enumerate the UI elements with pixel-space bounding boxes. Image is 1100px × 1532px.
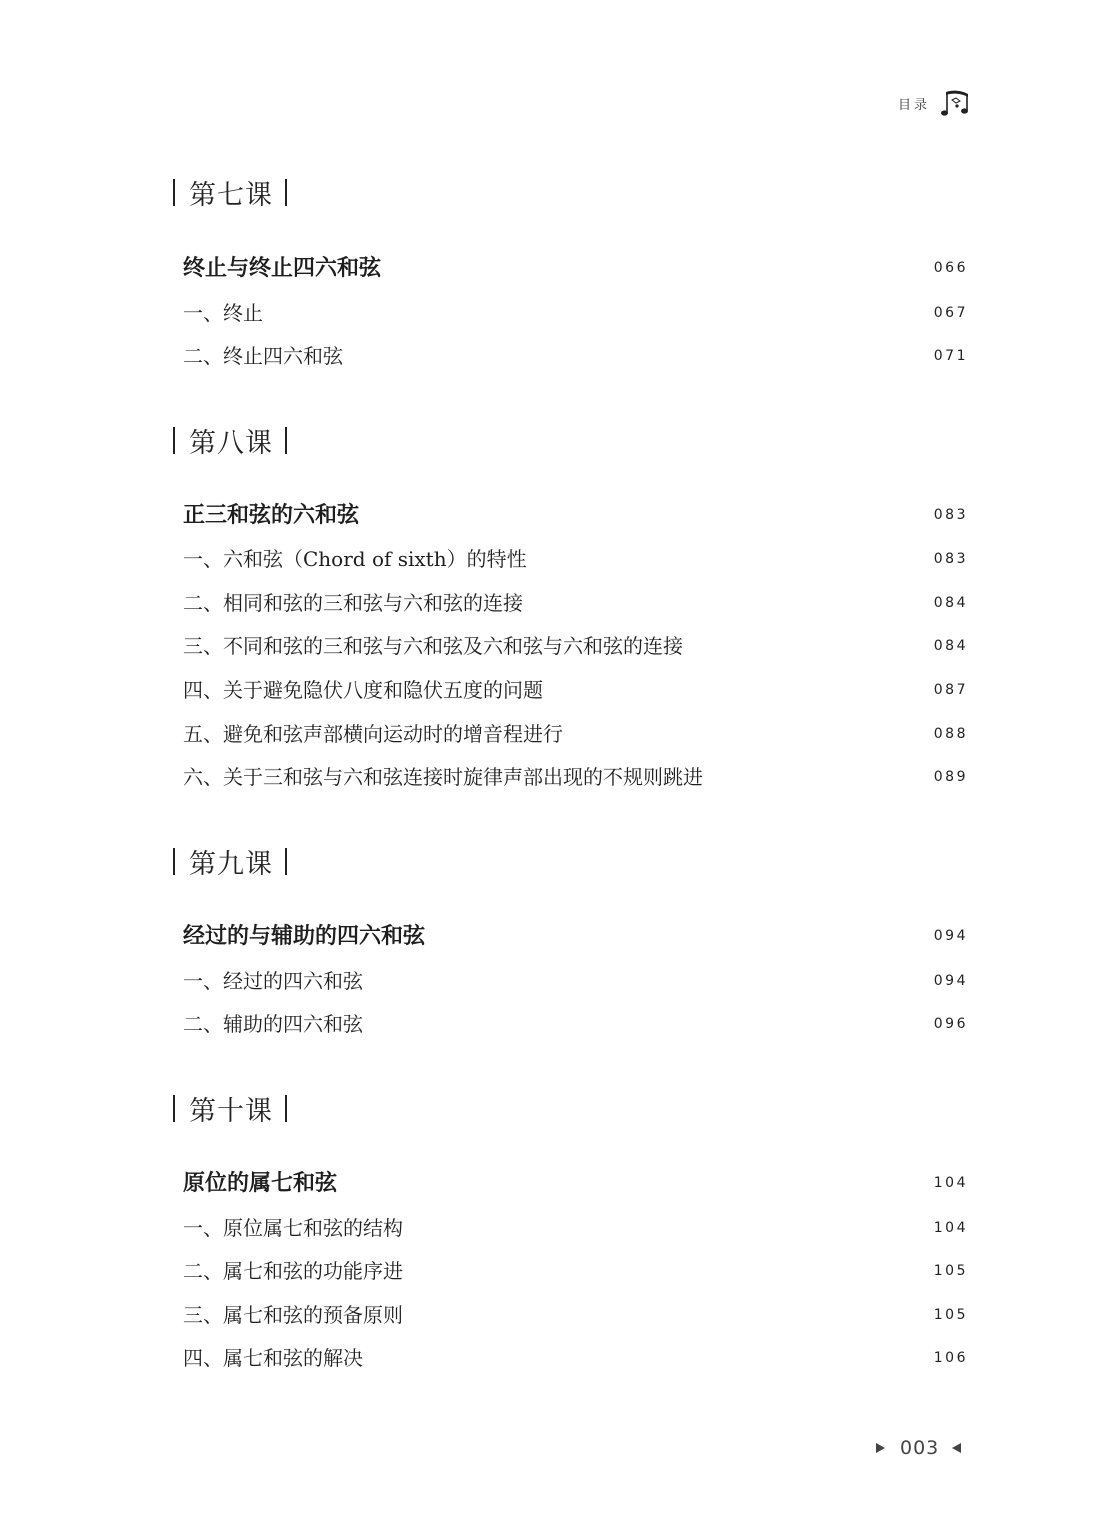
toc-entry[interactable] <box>183 1299 968 1331</box>
entry-page: 083 <box>933 551 968 567</box>
heading-bar <box>173 1095 175 1122</box>
lesson-title: 第九课 <box>189 848 273 880</box>
entry-page: 088 <box>933 726 968 742</box>
entry-page: 105 <box>933 1307 968 1323</box>
heading-bar <box>173 179 175 206</box>
entry-page: 083 <box>933 507 968 523</box>
lesson-heading <box>173 1088 287 1128</box>
triangle-right-icon <box>876 1443 885 1453</box>
lesson-heading <box>173 841 287 881</box>
heading-bar <box>173 848 175 875</box>
entry-page: 104 <box>933 1175 968 1191</box>
toc-entry[interactable] <box>183 1167 968 1199</box>
heading-bar <box>285 848 287 875</box>
entry-page: 105 <box>933 1263 968 1279</box>
lesson-title: 第八课 <box>189 427 273 459</box>
entry-page: 084 <box>933 595 968 611</box>
entry-page: 087 <box>933 682 968 698</box>
entry-title: 四、关于避免隐伏八度和隐伏五度的问题 <box>183 678 543 702</box>
entry-title: 经过的与辅助的四六和弦 <box>183 923 426 949</box>
entry-title: 一、原位属七和弦的结构 <box>183 1216 403 1240</box>
toc-entry[interactable] <box>183 499 968 531</box>
entry-title: 一、经过的四六和弦 <box>183 969 363 993</box>
page-number: 003 <box>900 1437 940 1459</box>
entry-page: 094 <box>933 928 968 944</box>
entry-title: 六、关于三和弦与六和弦连接时旋律声部出现的不规则跳进 <box>183 765 703 789</box>
toc-entry[interactable] <box>183 1212 968 1244</box>
entry-page: 066 <box>933 260 968 276</box>
toc-entry[interactable] <box>183 1255 968 1287</box>
entry-page: 104 <box>933 1220 968 1236</box>
page-footer <box>876 1433 976 1463</box>
heading-bar <box>285 427 287 454</box>
entry-title: 一、终止 <box>183 301 263 325</box>
toc-entry[interactable] <box>183 252 968 284</box>
toc-entry[interactable] <box>183 297 968 329</box>
entry-title: 正三和弦的六和弦 <box>183 502 360 528</box>
toc-entry[interactable] <box>183 965 968 997</box>
music-notes-icon <box>940 88 972 120</box>
heading-bar <box>285 1095 287 1122</box>
entry-page: 096 <box>933 1016 968 1032</box>
entry-title: 二、辅助的四六和弦 <box>183 1012 363 1036</box>
toc-entry[interactable] <box>183 340 968 372</box>
entry-title: 二、属七和弦的功能序进 <box>183 1259 403 1283</box>
toc-entry[interactable] <box>183 630 968 662</box>
toc-entry[interactable] <box>183 761 968 793</box>
toc-entry[interactable] <box>183 1008 968 1040</box>
toc-entry[interactable] <box>183 587 968 619</box>
entry-title: 原位的属七和弦 <box>183 1170 338 1196</box>
lesson-title: 第十课 <box>189 1095 273 1127</box>
entry-title: 终止与终止四六和弦 <box>183 255 382 281</box>
entry-title: 二、相同和弦的三和弦与六和弦的连接 <box>183 591 523 615</box>
entry-page: 084 <box>933 638 968 654</box>
entry-page: 067 <box>933 305 968 321</box>
entry-page: 071 <box>933 348 968 364</box>
heading-bar <box>285 179 287 206</box>
heading-bar <box>173 427 175 454</box>
entry-title: 五、避免和弦声部横向运动时的增音程进行 <box>183 722 563 746</box>
header-title: 目录 <box>898 98 931 113</box>
lesson-heading <box>173 172 287 212</box>
running-header <box>890 88 972 122</box>
toc-entry[interactable] <box>183 1342 968 1374</box>
entry-title: 三、属七和弦的预备原则 <box>183 1303 403 1327</box>
lesson-title: 第七课 <box>189 179 273 211</box>
triangle-left-icon <box>952 1443 961 1453</box>
entry-title: 一、六和弦（Chord of sixth）的特性 <box>183 547 527 571</box>
entry-title: 四、属七和弦的解决 <box>183 1346 363 1370</box>
toc-entry[interactable] <box>183 674 968 706</box>
entry-page: 089 <box>933 769 968 785</box>
entry-title: 三、不同和弦的三和弦与六和弦及六和弦与六和弦的连接 <box>183 634 683 658</box>
entry-page: 094 <box>933 973 968 989</box>
toc-entry[interactable] <box>183 920 968 952</box>
toc-entry[interactable] <box>183 543 968 575</box>
toc-entry[interactable] <box>183 718 968 750</box>
entry-page: 106 <box>933 1350 968 1366</box>
lesson-heading <box>173 420 287 460</box>
entry-title: 二、终止四六和弦 <box>183 344 343 368</box>
